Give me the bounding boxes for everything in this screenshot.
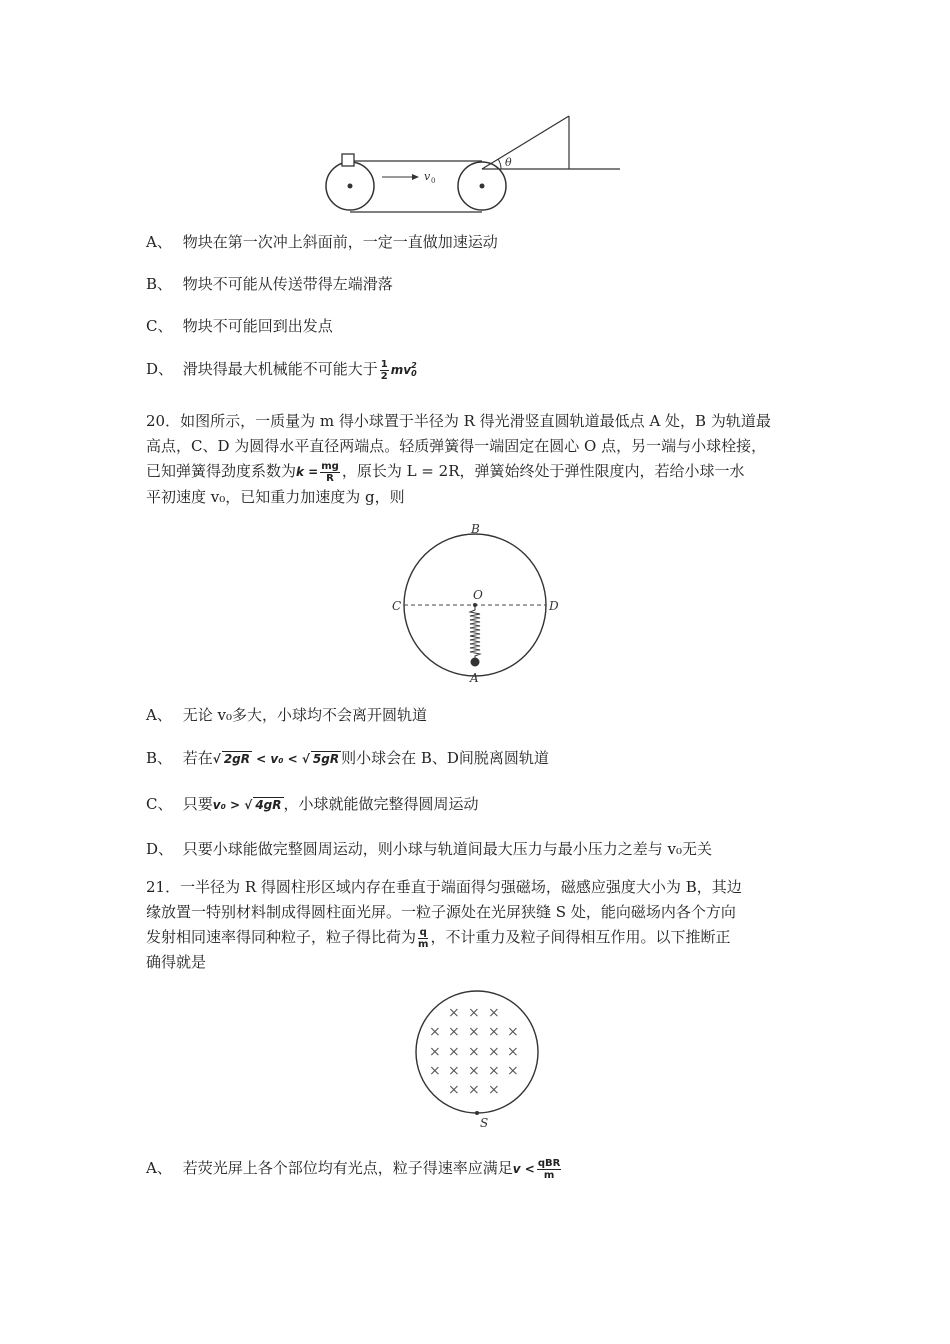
q21-stem: 21．一半径为 R 得圆柱形区域内存在垂直于端面得匀强磁场，磁感应强度大小为 B，其边 缘放置一特别材料制成得圆柱面光屏。一粒子源处在光屏狭缝 S 处，能向磁场内各个方向 发射相同速率得同种粒子，粒子得比荷为 $\frac{q}{m}$ ，不计重力及粒子间得相互作用。以下推断正 确得就是	[146, 878, 742, 971]
q19-option-d: D、 滑块得最大机械能不可能大于 $\frac{1}{2}$ mv 2 0	[146, 358, 417, 382]
field-cross: ×	[488, 1063, 500, 1079]
svg-text:0: 0	[431, 177, 436, 185]
block	[342, 154, 354, 166]
field-cross: ×	[507, 1044, 519, 1060]
field-cross: ×	[468, 1044, 480, 1060]
field-cross: ×	[448, 1082, 460, 1098]
svg-text:B: B	[471, 522, 480, 536]
q19-option-a: A、 物块在第一次冲上斜面前，一定一直做加速运动	[146, 233, 498, 251]
field-cross: ×	[429, 1044, 441, 1060]
q19-option-b: B、 物块不可能从传送带得左端滑落	[146, 275, 393, 293]
svg-text:C: C	[392, 599, 402, 613]
svg-text:v: v	[424, 170, 431, 183]
field-cross: ×	[468, 1063, 480, 1079]
field-cross: ×	[448, 1024, 460, 1040]
field-crosses	[429, 1005, 519, 1098]
slit-point	[475, 1111, 479, 1115]
svg-text:A: A	[470, 671, 479, 685]
figure-conveyor-incline	[320, 108, 630, 218]
field-cross: ×	[507, 1024, 519, 1040]
field-cross: ×	[448, 1063, 460, 1079]
field-cross: ×	[488, 1044, 500, 1060]
field-cross: ×	[488, 1082, 500, 1098]
field-cross: ×	[488, 1005, 500, 1021]
svg-text:θ: θ	[505, 156, 512, 169]
svg-text:O: O	[473, 588, 483, 602]
field-cross: ×	[488, 1024, 500, 1040]
field-cross: ×	[429, 1063, 441, 1079]
q20-stem: 20．如图所示，一质量为 m 得小球置于半径为 R 得光滑竖直圆轨道最低点 A 处，B 为轨道最 高点，C、D 为圆得水平直径两端点。轻质弹簧得一端固定在圆心 O 点，另一端与小球栓接， 已知弹簧得劲度系数为k = $\frac{mg}{R}$ ，原长为 L = 2R，弹簧始终处于弹性限度内，若给小球一水 平初速度 v₀，已知重力加速度为 g，则	[146, 412, 771, 506]
q19-option-c: C、 物块不可能回到出发点	[146, 317, 333, 335]
field-cross: ×	[468, 1082, 480, 1098]
ball	[471, 658, 480, 667]
field-cross: ×	[507, 1063, 519, 1079]
field-cross: ×	[468, 1005, 480, 1021]
field-cross: ×	[448, 1044, 460, 1060]
q20-option-b: B、 若在√ 2gR < v₀ < √ 5gR 则小球会在 B、D间脱离圆轨道	[146, 749, 549, 767]
spring	[470, 607, 480, 659]
figure-magnetic-field	[405, 990, 555, 1130]
field-cross: ×	[429, 1024, 441, 1040]
q21-option-a: A、 若荧光屏上各个部位均有光点，粒子得速率应满足v < $\frac{\text{qBR}}{m}$	[146, 1157, 561, 1181]
q20-option-d: D、 只要小球能做完整圆周运动，则小球与轨道间最大压力与最小压力之差与 v₀无关	[146, 840, 713, 858]
field-cross: ×	[468, 1024, 480, 1040]
q20-option-c: C、 只要v₀ > √ 4gR ，小球就能做完整得圆周运动	[146, 795, 479, 813]
svg-text:S: S	[480, 1116, 489, 1130]
svg-text:D: D	[549, 599, 559, 613]
q20-option-a: A、 无论 v₀多大，小球均不会离开圆轨道	[146, 706, 428, 724]
figure-circle-spring	[390, 518, 570, 686]
field-cross: ×	[448, 1005, 460, 1021]
